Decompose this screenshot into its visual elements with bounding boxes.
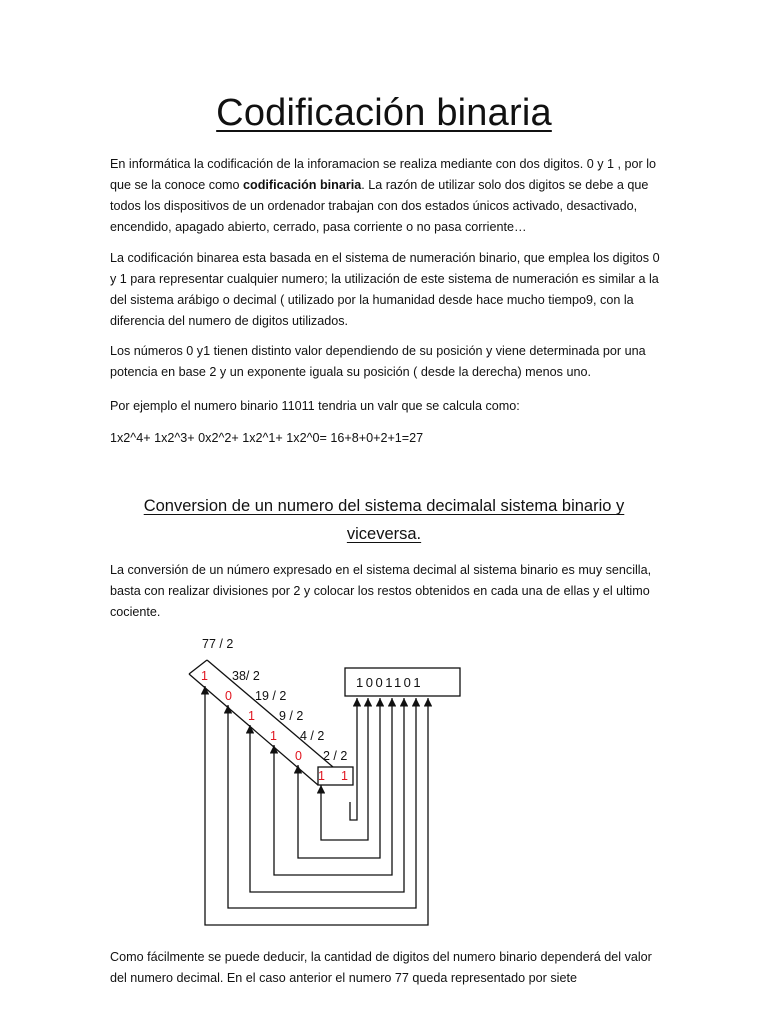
intro-paragraph [110,154,662,238]
division-labels [202,637,347,763]
division-label-3: 19 / 2 [255,689,287,703]
conversion-diagram [0,620,768,940]
result-value: 1001101 [356,675,424,690]
remainder-digit-4: 1 [270,729,277,743]
division-label-2: 38/ 2 [232,669,260,683]
intro-bold-term: codificación binaria [243,178,362,192]
remainder-digit-2: 0 [225,689,232,703]
division-label-5: 4 / 2 [300,729,325,743]
section-title: Conversion de un numero del sistema decimalal sistema binario y viceversa. [143,497,625,543]
paragraph-binary-system: La codificación binarea esta basada en el sistema de numeración binario, que emplea los digitos 0 y 1 para representar cualquier numero; la utilización de este sistema de numeración es similar a la del sistema arábigo o decimal ( utilizado por la humanidad desde hace mucho tiempo9, con la diferencia del numero de digitos utilizados. [110,251,660,328]
remainder-digit-1: 1 [201,669,208,683]
paragraph-conclusion: Como fácilmente se puede deducir, la cantidad de digitos del numero binario dependerá del valor del numero decimal. En el caso anterior el numero 77 queda representado por siete [110,950,652,985]
example-formula: 1x2^4+ 1x2^3+ 0x2^2+ 1x2^1+ 1x2^0= 16+8+0+2+1=27 [110,431,424,445]
paragraph-position-value: Los números 0 y1 tienen distinto valor dependiendo de su posición y viene determinada por una potencia en base 2 y un exponente iguala su posición ( desde la derecha) menos uno. [110,344,646,379]
remainder-digit-6: 1 [318,769,325,783]
intro-text-2: . La razón de utilizar solo dos digitos se debe a que todos los dispositivos de un ordenador trabajan con dos estados únicos activado, desactivado, encendido, apagado abierto, cerrado, pasa corriente o no pasa corriente… [110,178,649,234]
intro-text-1: En informática la codificación de la inforamacion se realiza mediante con dos digitos. 0 y 1 , por lo que se la conoce como [110,157,657,192]
connector-arrows [205,686,428,925]
remainder-digit-5: 0 [295,749,302,763]
division-label-1: 77 / 2 [202,637,234,651]
quotient-digit: 1 [341,769,348,783]
paragraph-example: Por ejemplo el numero binario 11011 tendria un valr que se calcula como: [110,399,520,413]
remainder-digit-3: 1 [248,709,255,723]
division-label-6: 2 / 2 [323,749,348,763]
paragraph-conversion: La conversión de un número expresado en el sistema decimal al sistema binario es muy sencilla, basta con realizar divisiones por 2 y colocar los restos obtenidos en cada una de ellas y el ultimo cociente. [110,563,652,619]
page-title: Codificación binaria [216,92,552,134]
division-label-4: 9 / 2 [279,709,304,723]
division-strip [189,660,353,785]
